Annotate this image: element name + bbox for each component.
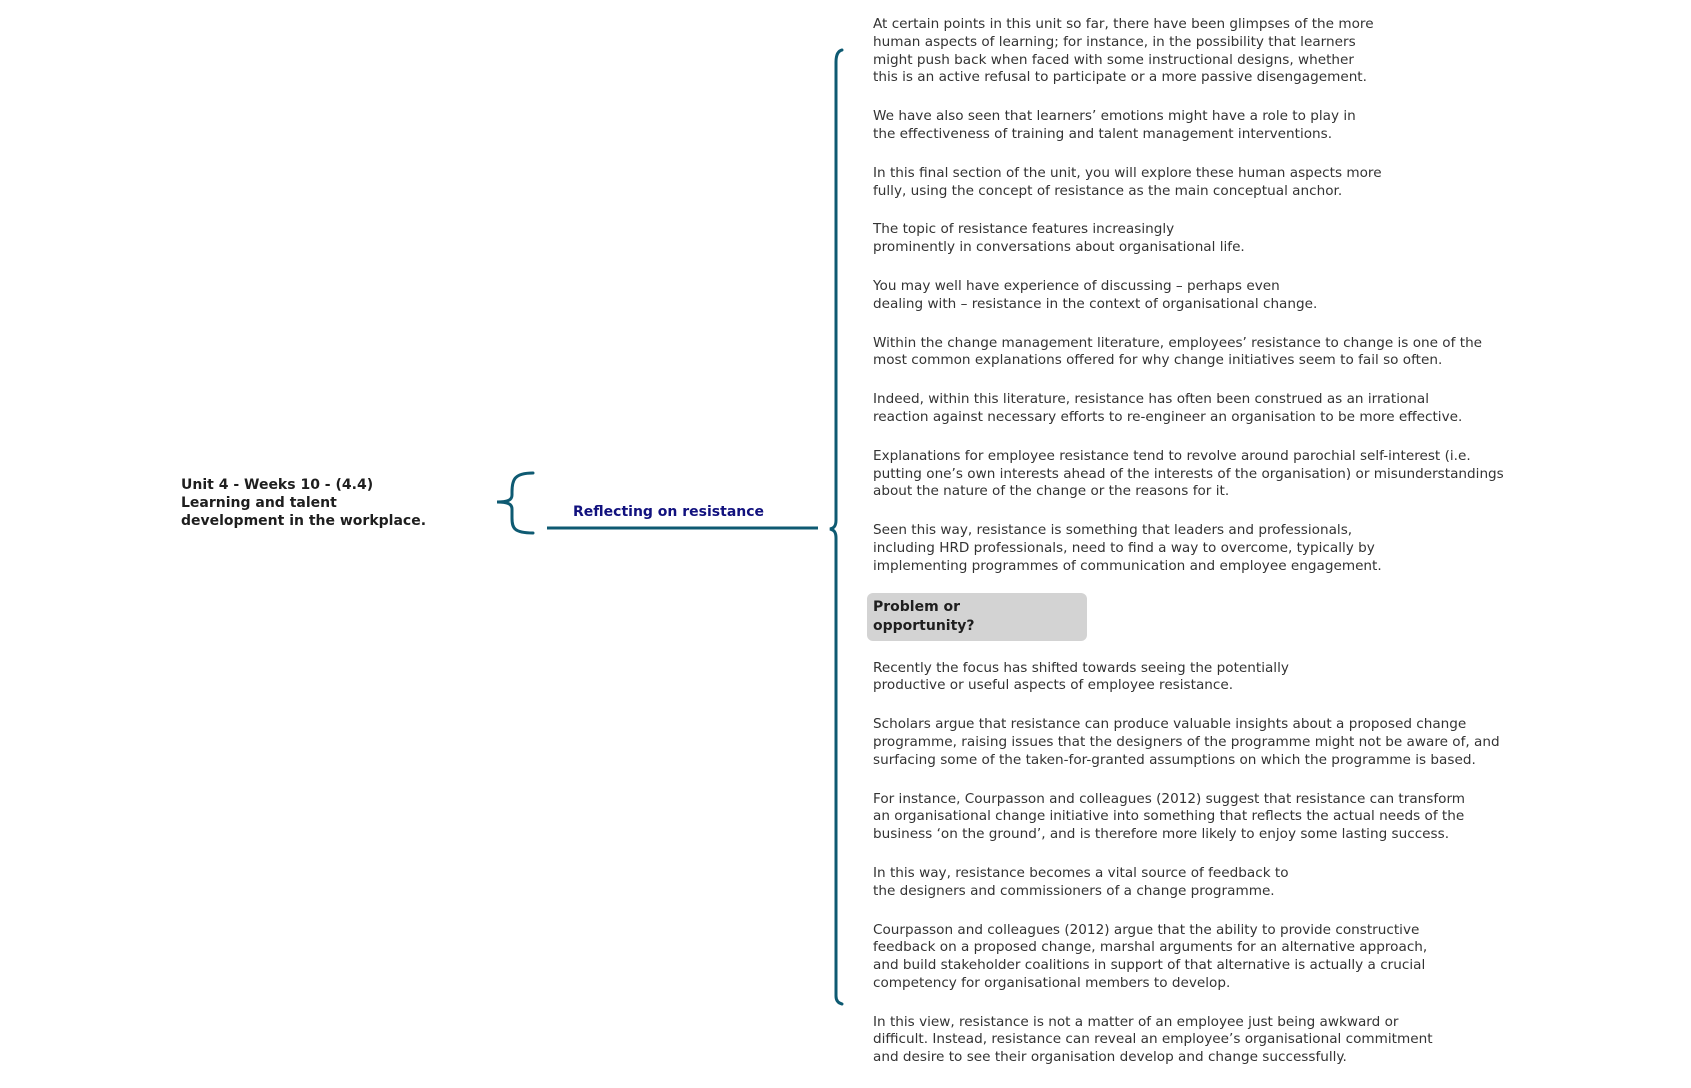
note-line: dealing with – resistance in the context of organisational change. [873, 295, 1318, 312]
note-line: and build stakeholder coalitions in support of that alternative is actually a crucial [873, 957, 1426, 974]
note-line: competency for organisational members to develop. [873, 974, 1231, 991]
root-topic-line: development in the workplace. [181, 513, 427, 529]
note-line: prominently in conversations about organisational life. [873, 239, 1245, 256]
note-line: At certain points in this unit so far, there have been glimpses of the more [873, 16, 1374, 32]
note-paragraph[interactable] [873, 522, 1673, 575]
note-line: and desire to see their organisation develop and change successfully. [873, 1049, 1347, 1066]
note-line: the designers and commissioners of a change programme. [873, 882, 1275, 899]
note-line: In this final section of the unit, you will explore these human aspects more [873, 164, 1382, 181]
note-line: fully, using the concept of resistance as the main conceptual anchor. [873, 182, 1343, 199]
note-line: Explanations for employee resistance tend to revolve around parochial self-interest (i.e. [873, 447, 1471, 464]
note-line: For instance, Courpasson and colleagues (2012) suggest that resistance can transform [873, 790, 1466, 807]
note-paragraph[interactable] [873, 1014, 1673, 1067]
note-paragraph[interactable] [873, 660, 1673, 696]
note-line: In this way, resistance becomes a vital source of feedback to [873, 864, 1289, 881]
note-paragraph[interactable] [873, 865, 1673, 901]
note-paragraph[interactable] [873, 922, 1673, 993]
note-paragraph[interactable] [873, 278, 1673, 314]
note-line: surfacing some of the taken-for-granted assumptions on which the programme is based. [873, 751, 1476, 768]
note-line: reaction against necessary efforts to re-engineer an organisation to be more effective. [873, 408, 1463, 425]
note-line: Seen this way, resistance is something that leaders and professionals, [873, 522, 1353, 539]
note-line: putting one’s own interests ahead of the interests of the organisation) or misunderstandings [873, 465, 1504, 482]
note-line: programme, raising issues that the designers of the programme might not be aware of, and [873, 733, 1500, 750]
note-paragraph[interactable] [873, 165, 1673, 201]
note-line: feedback on a proposed change, marshal arguments for an alternative approach, [873, 939, 1428, 956]
note-line: In this view, resistance is not a matter of an employee just being awkward or [873, 1013, 1399, 1030]
note-line: Indeed, within this literature, resistance has often been construed as an irrational [873, 391, 1430, 408]
note-line: Scholars argue that resistance can produce valuable insights about a proposed change [873, 716, 1467, 733]
root-topic-line: Unit 4 - Weeks 10 - (4.4) [181, 477, 374, 493]
note-line: business ‘on the ground’, and is therefore more likely to enjoy some lasting success. [873, 826, 1450, 843]
note-paragraph[interactable] [873, 448, 1673, 501]
note-line: difficult. Instead, resistance can reveal an employee’s organisational commitment [873, 1031, 1433, 1048]
note-line: productive or useful aspects of employee resistance. [873, 677, 1234, 694]
root-topic-line: Learning and talent [181, 495, 337, 511]
note-line: The topic of resistance features increasingly [873, 221, 1175, 238]
note-line: an organisational change initiative into something that reflects the actual needs of the [873, 808, 1465, 825]
left-brace-icon [497, 473, 533, 533]
note-line: Recently the focus has shifted towards seeing the potentially [873, 659, 1289, 676]
note-paragraph[interactable] [873, 391, 1673, 427]
note-line: implementing programmes of communication and employee engagement. [873, 557, 1382, 574]
subheading-problem-or-opportunity[interactable]: Problem or opportunity? [867, 593, 1087, 641]
note-paragraph[interactable] [873, 108, 1673, 144]
note-paragraph[interactable] [873, 791, 1673, 844]
note-line: Courpasson and colleagues (2012) argue that the ability to provide constructive [873, 921, 1420, 938]
branch-topic-reflecting-on-resistance[interactable]: Reflecting on resistance [573, 504, 765, 520]
note-line: the effectiveness of training and talent management interventions. [873, 125, 1333, 142]
note-line: including HRD professionals, need to find a way to overcome, typically by [873, 539, 1375, 556]
right-bracket-icon [830, 50, 842, 1004]
note-line: most common explanations offered for why change initiatives seem to fail so often. [873, 352, 1443, 369]
note-line: this is an active refusal to participate or a more passive disengagement. [873, 69, 1367, 86]
note-line: about the nature of the change or the reasons for it. [873, 483, 1230, 500]
note-line: human aspects of learning; for instance, in the possibility that learners [873, 33, 1356, 50]
note-paragraph[interactable] [873, 221, 1673, 257]
note-paragraph[interactable] [873, 335, 1673, 371]
note-paragraph[interactable] [873, 16, 1673, 87]
note-line: You may well have experience of discussing – perhaps even [873, 277, 1280, 294]
note-line: We have also seen that learners’ emotions might have a role to play in [873, 108, 1356, 125]
note-line: Within the change management literature, employees’ resistance to change is one of the [873, 334, 1483, 351]
notes-column [873, 16, 1673, 1088]
note-line: might push back when faced with some instructional designs, whether [873, 51, 1354, 68]
note-paragraph[interactable] [873, 716, 1673, 769]
